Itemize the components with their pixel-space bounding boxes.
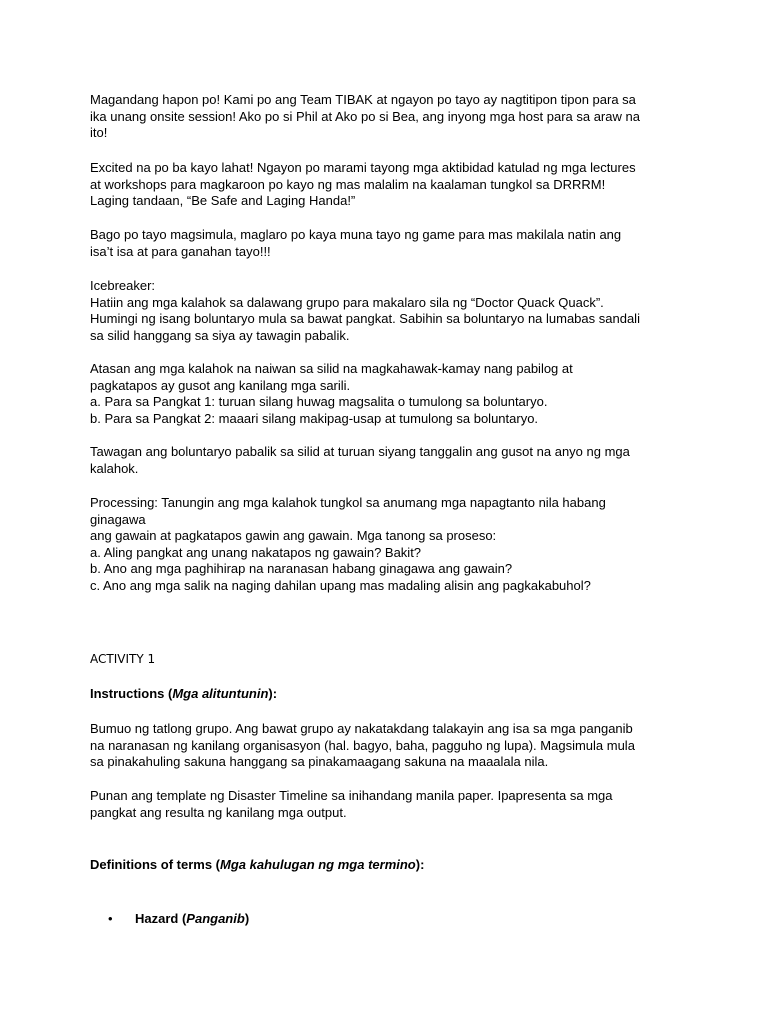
text-line: a. Para sa Pangkat 1: turuan silang huwag magsalita o tumulong sa boluntaryo. — [90, 394, 548, 409]
text-line: na naranasan ng kanilang organisasyon (hal. bagyo, baha, pagguho ng lupa). Magsimula mula — [90, 737, 635, 753]
text-line: Excited na po ba kayo lahat! Ngayon po marami tayong mga aktibidad katulad ng mga lectures — [90, 160, 636, 175]
text-line: Punan ang template ng Disaster Timeline sa inihandang manila paper. Ipapresenta sa mga — [90, 788, 613, 803]
text-line: pagkatapos ay gusot ang kanilang mga sarili. — [90, 377, 351, 393]
text-line: b. Para sa Pangkat 2: maaari silang makipag-usap at tumulong sa boluntaryo. — [90, 410, 539, 426]
activity-title: ACTIVITY 1 — [90, 652, 156, 666]
text-line: isa’t isa at para ganahan tayo!!! — [90, 243, 271, 259]
text-line: sa silid hanggang sa siya ay tawagin pabalik. — [90, 327, 350, 343]
text-line: ginagawa — [90, 511, 146, 527]
instruction-paragraph — [90, 361, 690, 427]
text-line: Laging tandaan, “Be Safe and Laging Handa!” — [90, 193, 356, 208]
instructions-heading — [90, 686, 690, 703]
text-line: Bago po tayo magsimula, maglaro po kaya muna tayo ng game para mas makilala natin ang — [90, 227, 622, 242]
heading-text: ): — [268, 686, 278, 701]
item-text: ) — [244, 911, 250, 926]
heading-text: Definitions of terms ( — [90, 857, 221, 872]
activity-paragraph-1 — [90, 721, 690, 771]
text-line: at workshops para magkaroon po kayo ng mas malalim na kaalaman tungkol sa DRRRM! — [90, 176, 606, 192]
text-line: kalahok. — [90, 460, 139, 476]
text-line: Tawagan ang boluntaryo pabalik sa silid at turuan siyang tanggalin ang gusot na anyo ng mga — [90, 444, 630, 459]
bullet-icon: • — [108, 911, 113, 926]
text-line: a. Aling pangkat ang unang nakatapos ng gawain? Bakit? — [90, 544, 422, 560]
text-line: Bumuo ng tatlong grupo. Ang bawat grupo ay nakatakdang talakayin ang isa sa mga panganib — [90, 721, 633, 736]
intro-paragraph-2 — [90, 160, 690, 210]
intro-paragraph-3 — [90, 227, 690, 260]
text-line: Hatiin ang mga kalahok sa dalawang grupo para makalaro sila ng “Doctor Quack Quack”. — [90, 294, 604, 310]
text-line: Humingi ng isang boluntaryo mula sa bawat pangkat. Sabihin sa boluntaryo na lumabas sandali — [90, 311, 640, 326]
item-italic-text: Panganib — [186, 911, 245, 926]
activity-paragraph-2 — [90, 788, 690, 821]
text-line: b. Ano ang mga paghihirap na naranasan habang ginagawa ang gawain? — [90, 561, 513, 576]
text-line: c. Ano ang mga salik na naging dahilan upang mas madaling alisin ang pagkakabuhol? — [90, 577, 591, 593]
definition-item-hazard — [135, 911, 249, 928]
text-line: Atasan ang mga kalahok na naiwan sa silid na magkahawak-kamay nang pabilog at — [90, 361, 573, 376]
volunteer-paragraph — [90, 444, 690, 477]
processing-paragraph — [90, 495, 690, 594]
text-line: Magandang hapon po! Kami po ang Team TIBAK at ngayon po tayo ay nagtitipon tipon para sa — [90, 92, 636, 107]
text-line: sa pinakahuling sakuna hanggang sa pinakamaagang sakuna na maaalala nila. — [90, 754, 549, 769]
heading-text: Instructions ( — [90, 686, 173, 701]
heading-italic-text: Mga kahulugan ng mga termino — [220, 857, 416, 872]
item-text: Hazard ( — [135, 911, 187, 926]
heading-italic-text: Mga alituntunin — [172, 686, 269, 701]
text-line: ika unang onsite session! Ako po si Phil at Ako po si Bea, ang inyong mga host para sa araw na — [90, 108, 640, 124]
definitions-heading — [90, 857, 690, 874]
text-line: Processing: Tanungin ang mga kalahok tungkol sa anumang mga napagtanto nila habang — [90, 495, 606, 510]
text-line: pangkat ang resulta ng kanilang mga output. — [90, 804, 347, 820]
heading-text: ): — [415, 857, 425, 872]
text-line: ang gawain at pagkatapos gawin ang gawain. Mga tanong sa proseso: — [90, 528, 497, 543]
intro-paragraph-1 — [90, 92, 690, 142]
text-line: ito! — [90, 125, 108, 140]
text-line: Icebreaker: — [90, 278, 156, 293]
icebreaker-paragraph — [90, 278, 690, 344]
